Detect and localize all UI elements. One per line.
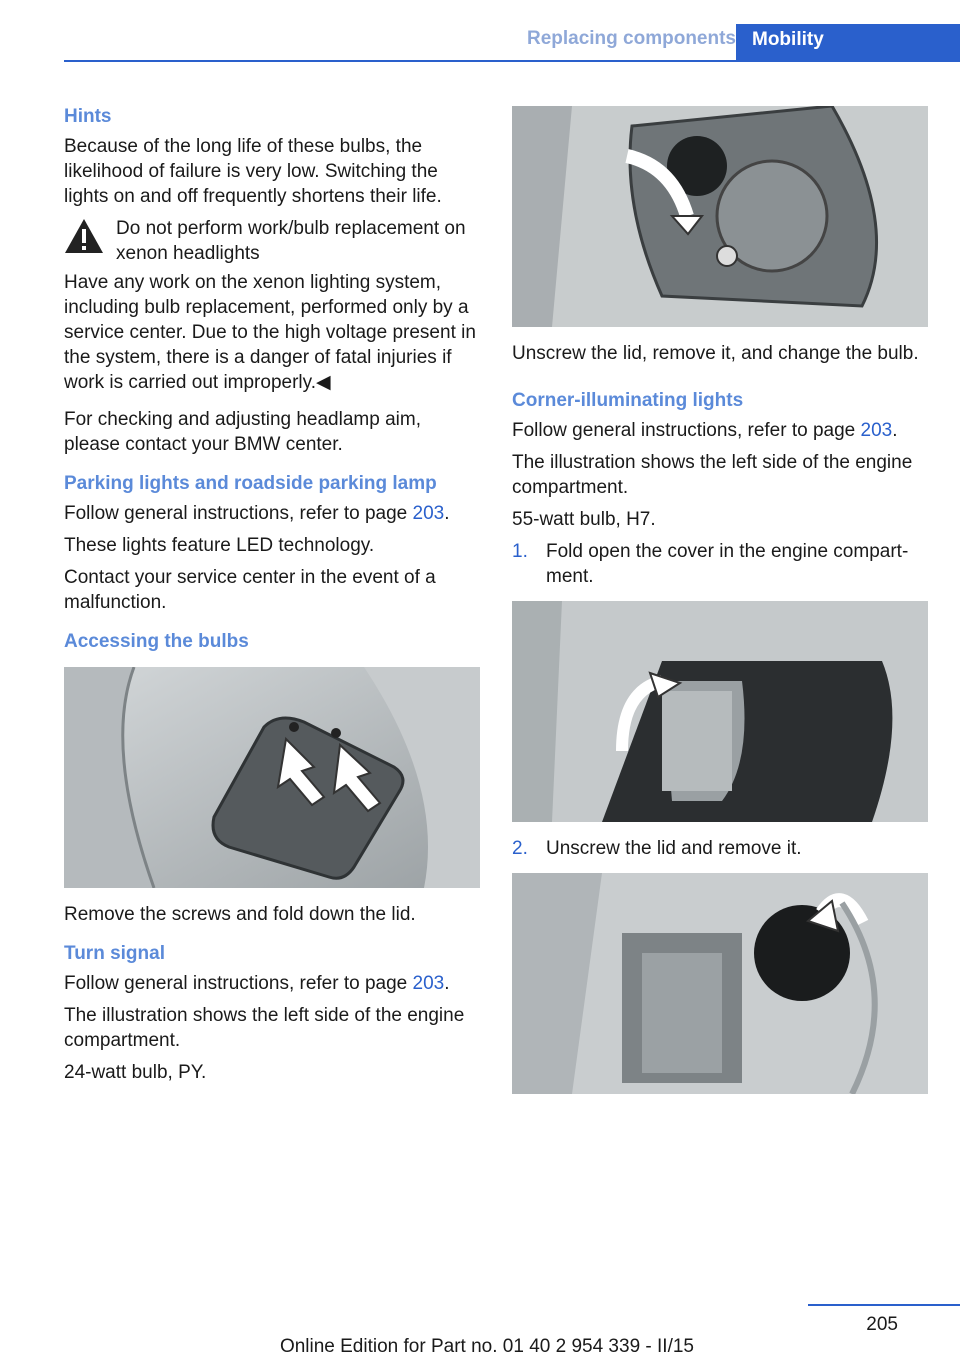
step-number: 1. [512, 541, 528, 562]
hints-heading: Hints [64, 106, 112, 127]
turn-bulb-text: 24-watt bulb, PY. [64, 1062, 207, 1083]
corner-illustration-text: The illustration shows the left side of the engine compartment. [512, 452, 913, 498]
parking-led-text: These lights feature LED technology. [64, 535, 375, 556]
turn-follow-text: Follow general instructions, refer to page 203. [64, 973, 450, 994]
unscrew-caption: Unscrew the lid, remove it, and change the bulb. [512, 343, 919, 364]
accessing-bulbs-image [64, 667, 480, 888]
turn-signal-lid-image [512, 106, 928, 327]
page-number: 205 [866, 1314, 898, 1335]
open-cover-image [512, 601, 928, 822]
accessing-bulbs-caption: Remove the screws and fold down the lid. [64, 904, 416, 925]
turn-signal-heading: Turn signal [64, 943, 165, 964]
parking-follow-text: Follow general instructions, refer to page 203. [64, 503, 450, 524]
edition-text: Online Edition for Part no. 01 40 2 954 339 - II/15 [279, 1336, 694, 1357]
footer-rule [808, 1304, 960, 1306]
step-text: Fold open the cover in the engine compartment. [546, 541, 909, 587]
left-column [64, 104, 480, 1092]
step-number: 2. [512, 838, 528, 859]
turn-illustration-text: The illustration shows the left side of the engine compartment. [64, 1005, 465, 1051]
corner-lights-heading: Corner-illuminating lights [512, 390, 744, 411]
parking-lights-heading: Parking lights and roadside parking lamp [64, 473, 437, 494]
step-2 [512, 836, 928, 861]
warning-block [64, 216, 480, 266]
corner-follow-text: Follow general instructions, refer to page 203. [512, 420, 898, 441]
page-footer [0, 1300, 960, 1362]
accessing-bulbs-heading: Accessing the bulbs [64, 631, 249, 652]
headlamp-aim-text: For checking and adjusting headlamp aim, please contact your BMW center. [64, 409, 421, 455]
page-link-203[interactable]: 203 [860, 420, 893, 441]
right-column [512, 104, 928, 1108]
page-header [64, 24, 960, 62]
hints-text: Because of the long life of these bulbs, the likelihood of failure is very low. Switching the lights on and off frequently shortens their life. [64, 136, 442, 207]
warning-text: Have any work on the xenon lighting system, including bulb replacement, performed only by a service center. Due to the high voltage present in the system, there is a danger of fatal injuries if work is carried out improperly.◀ [64, 272, 476, 393]
header-chapter-tab: Mobility [736, 24, 960, 62]
step-text: Unscrew the lid and remove it. [546, 838, 802, 859]
parking-contact-text: Contact your service center in the event of a malfunction. [64, 567, 436, 613]
step-1 [512, 539, 928, 589]
header-section-title: Replacing components [526, 28, 736, 49]
corner-bulb-text: 55-watt bulb, H7. [512, 509, 656, 530]
page-link-203[interactable]: 203 [412, 973, 445, 994]
remove-lid-image [512, 873, 928, 1094]
warning-triangle-icon [64, 218, 104, 254]
page-link-203[interactable]: 203 [412, 503, 445, 524]
header-rule [64, 60, 960, 62]
warning-title: Do not perform work/bulb replacement on xenon headlights [116, 218, 466, 264]
